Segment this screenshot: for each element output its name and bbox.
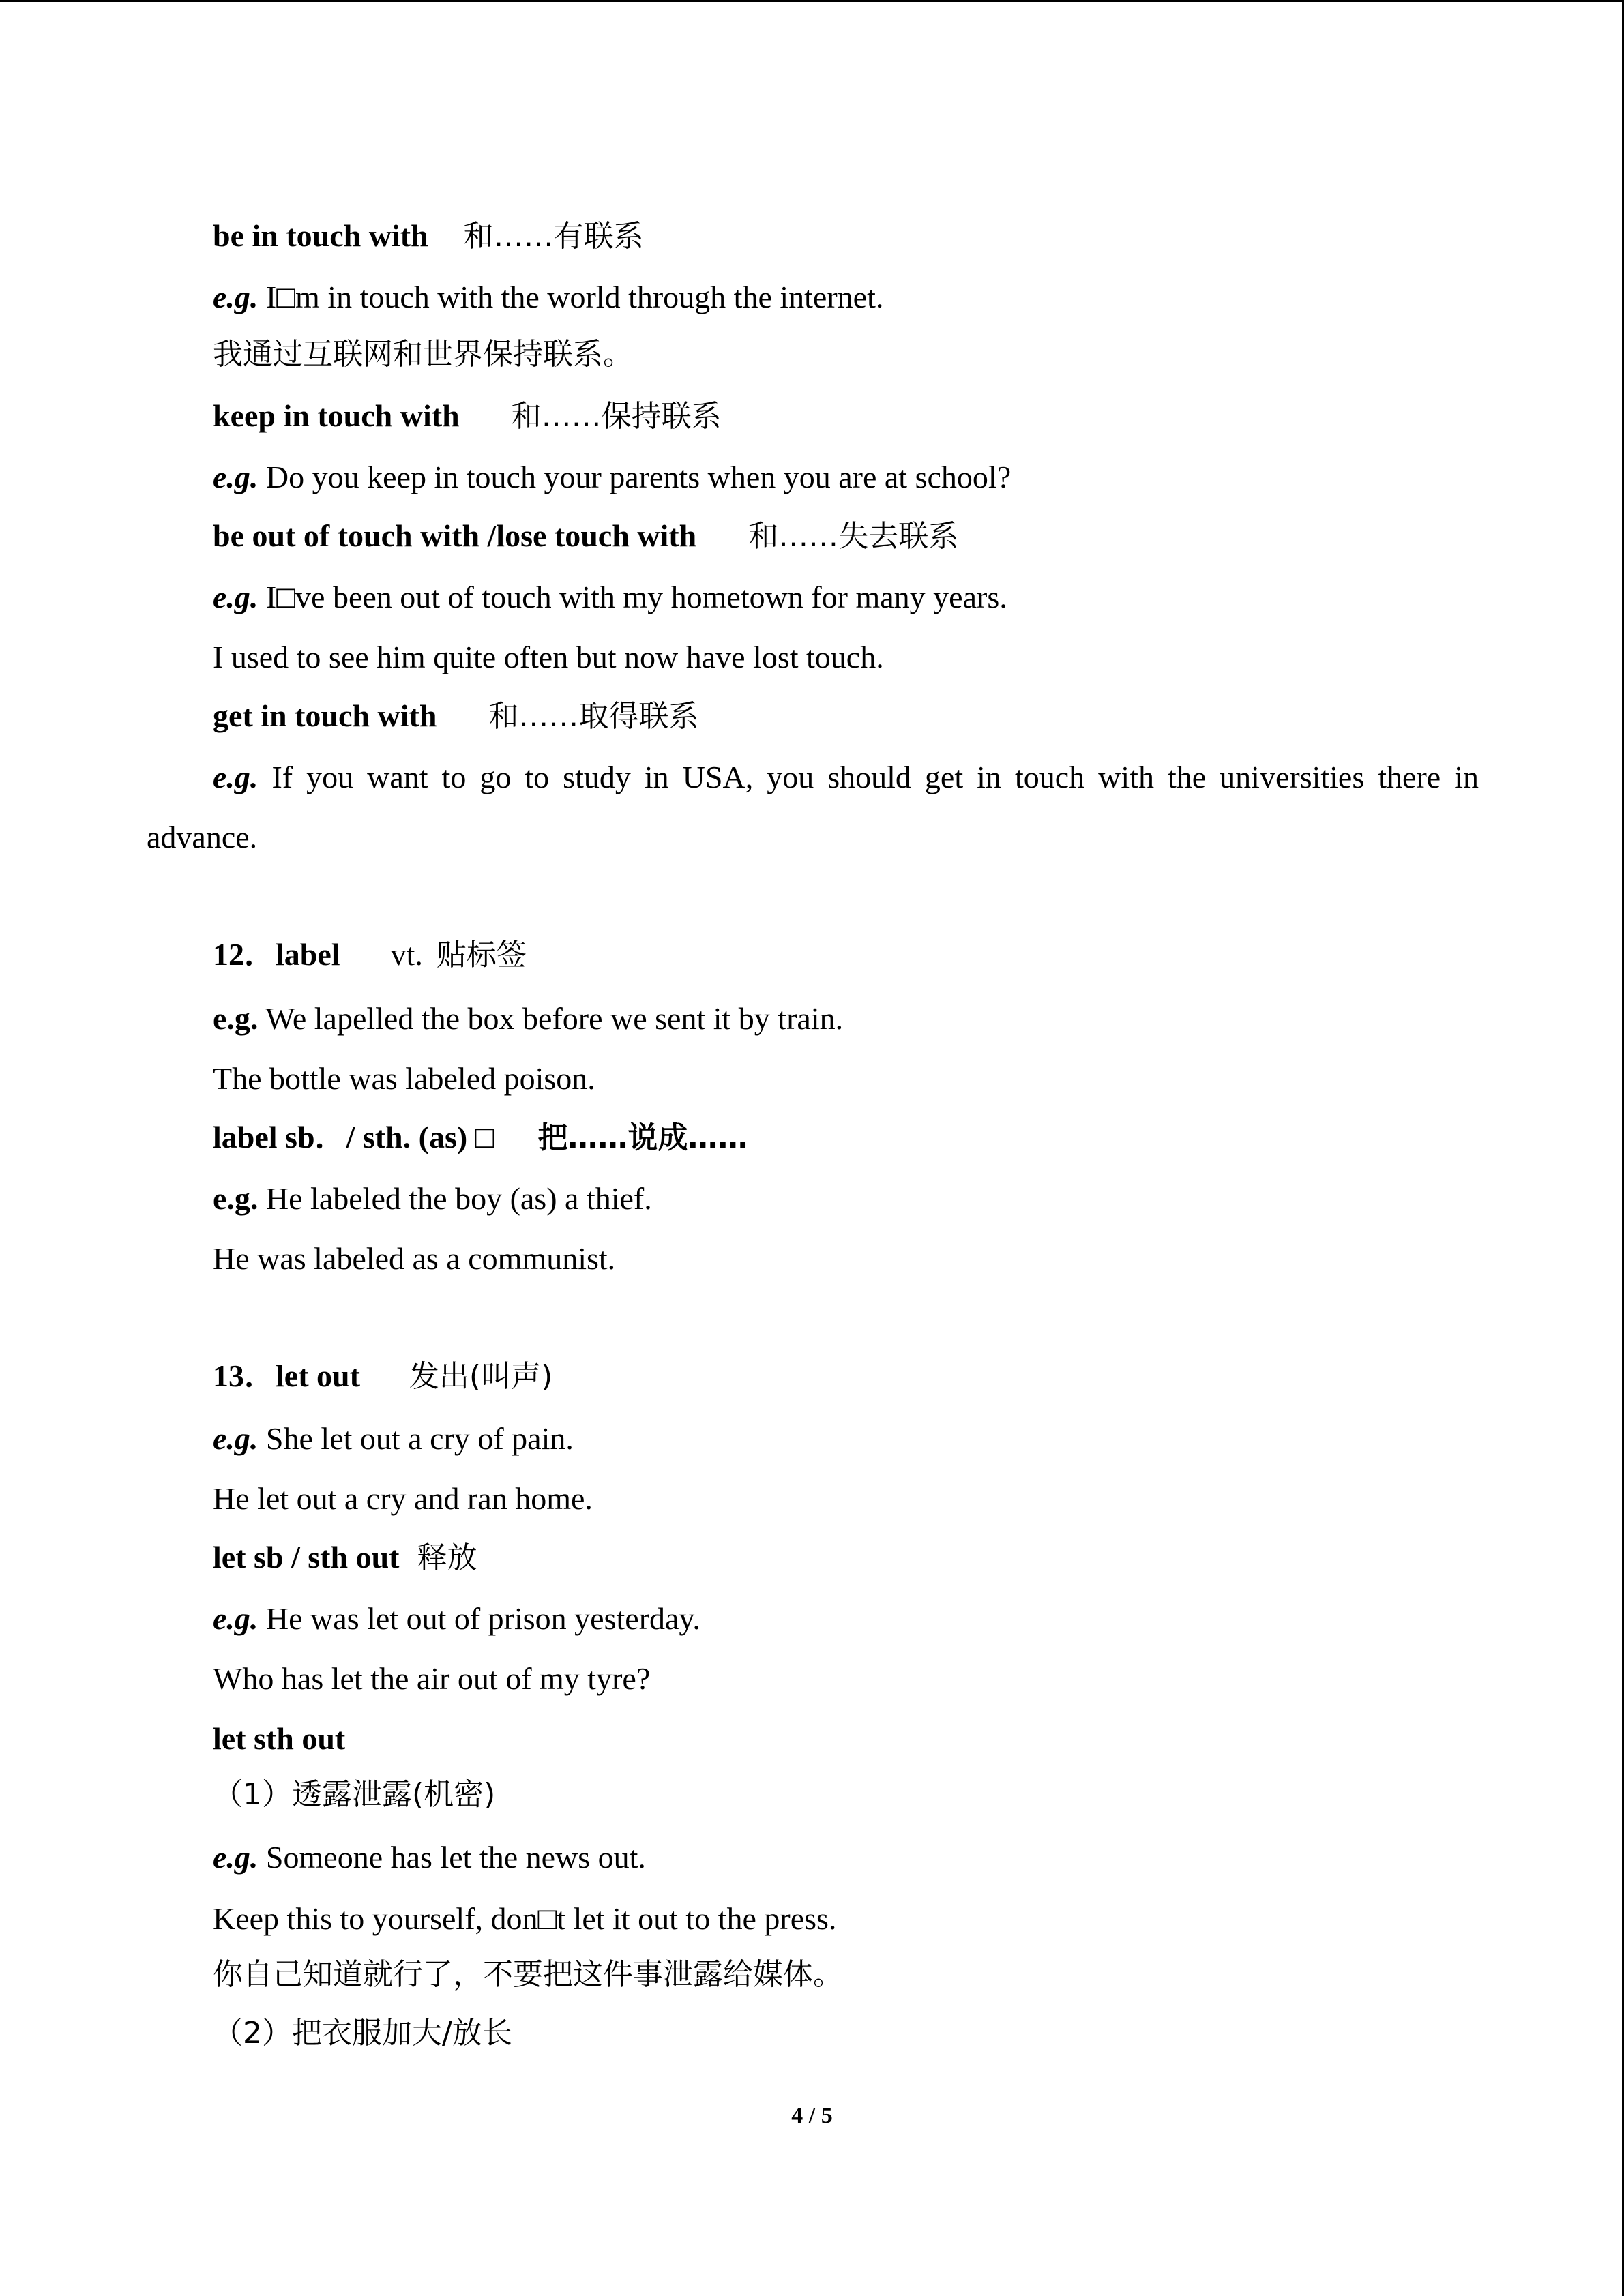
eg-label: e.g. xyxy=(213,1181,259,1216)
entry-let-out xyxy=(213,1357,552,1396)
example-line xyxy=(213,1000,843,1038)
phrase-translation: 和……取得联系 xyxy=(488,699,699,734)
eg-label: e.g. xyxy=(213,1421,259,1456)
example-line xyxy=(213,758,1479,796)
sense-1-heading: （1）透露泄露(机密) xyxy=(213,1777,496,1812)
example-text: I□m in touch with the world through the internet. xyxy=(265,280,884,314)
phrase-heading: let sb / sth out xyxy=(213,1540,400,1575)
eg-label: e.g. xyxy=(213,1840,259,1875)
example-line xyxy=(213,458,1011,496)
phrase-translation: 和……有联系 xyxy=(463,219,644,254)
example-line xyxy=(213,578,1007,616)
example-text: Do you keep in touch your parents when you are at school? xyxy=(265,460,1012,494)
phrase-heading-let-sth-out: let sth out xyxy=(213,1721,346,1756)
phrase-heading: label sb．/ sth. (as) □ xyxy=(213,1120,494,1154)
eg-label: e.g. xyxy=(213,1001,259,1036)
example-text: The bottle was labeled poison. xyxy=(213,1061,595,1096)
part-of-speech: vt. xyxy=(390,937,423,972)
example-text: I used to see him quite often but now have lost touch. xyxy=(213,640,884,674)
entry-be-in-touch-with xyxy=(213,217,644,256)
example-text: He labeled the boy (as) a thief. xyxy=(265,1181,652,1216)
example-line xyxy=(213,1180,652,1218)
example-line xyxy=(213,1838,646,1877)
eg-label: e.g. xyxy=(213,280,259,314)
phrase-heading: get in touch with xyxy=(213,698,437,733)
entry-number-heading: 13．let out xyxy=(213,1358,360,1393)
entry-get-in-touch-with xyxy=(213,697,698,736)
phrase-translation: 和……失去联系 xyxy=(748,519,959,554)
example-text: If you want to go to study in USA, you should get in touch with the universities there in xyxy=(271,760,1479,794)
entry-be-out-of-touch-with xyxy=(213,517,958,556)
entry-number-heading: 12．label xyxy=(213,937,340,972)
entry-let-sb-sth-out xyxy=(213,1538,477,1577)
phrase-translation: 和……保持联系 xyxy=(511,399,722,434)
example-translation: 你自己知道就行了，不要把这件事泄露给媒体。 xyxy=(213,1957,843,1992)
page-number: 4 / 5 xyxy=(791,2103,833,2128)
eg-label: e.g. xyxy=(213,1601,259,1636)
entry-translation: 贴标签 xyxy=(436,938,527,972)
sense-2-heading: （2）把衣服加大/放长 xyxy=(213,2016,512,2051)
example-text: She let out a cry of pain. xyxy=(265,1421,574,1456)
example-text: I□ve been out of touch with my hometown for many years. xyxy=(265,580,1007,614)
phrase-heading: be out of touch with /lose touch with xyxy=(213,518,697,553)
eg-label: e.g. xyxy=(213,580,259,614)
example-text: He was labeled as a communist. xyxy=(213,1241,616,1276)
example-text: He let out a cry and ran home. xyxy=(213,1481,593,1516)
phrase-heading: keep in touch with xyxy=(213,398,460,433)
entry-keep-in-touch-with xyxy=(213,397,722,436)
phrase-translation: 释放 xyxy=(417,1540,477,1575)
example-text-continued: advance. xyxy=(147,820,258,854)
example-text: We lapelled the box before we sent it by train. xyxy=(265,1001,844,1036)
phrase-heading: be in touch with xyxy=(213,218,428,253)
entry-label-sb-sth-as xyxy=(213,1118,748,1157)
eg-label: e.g. xyxy=(213,760,259,794)
example-text: Who has let the air out of my tyre? xyxy=(213,1661,651,1696)
example-line xyxy=(213,278,883,316)
example-text: He was let out of prison yesterday. xyxy=(265,1601,700,1636)
example-translation: 我通过互联网和世界保持联系。 xyxy=(213,337,633,372)
phrase-translation: 把……说成…… xyxy=(537,1120,748,1155)
example-line xyxy=(213,1600,700,1638)
entry-translation: 发出(叫声) xyxy=(409,1359,553,1394)
entry-label xyxy=(213,936,527,974)
eg-label: e.g. xyxy=(213,460,259,494)
page-border-top xyxy=(0,0,1624,2)
example-text: Someone has let the news out. xyxy=(265,1840,646,1875)
example-text: Keep this to yourself, don□t let it out to the press. xyxy=(213,1901,837,1936)
example-line xyxy=(213,1420,574,1458)
